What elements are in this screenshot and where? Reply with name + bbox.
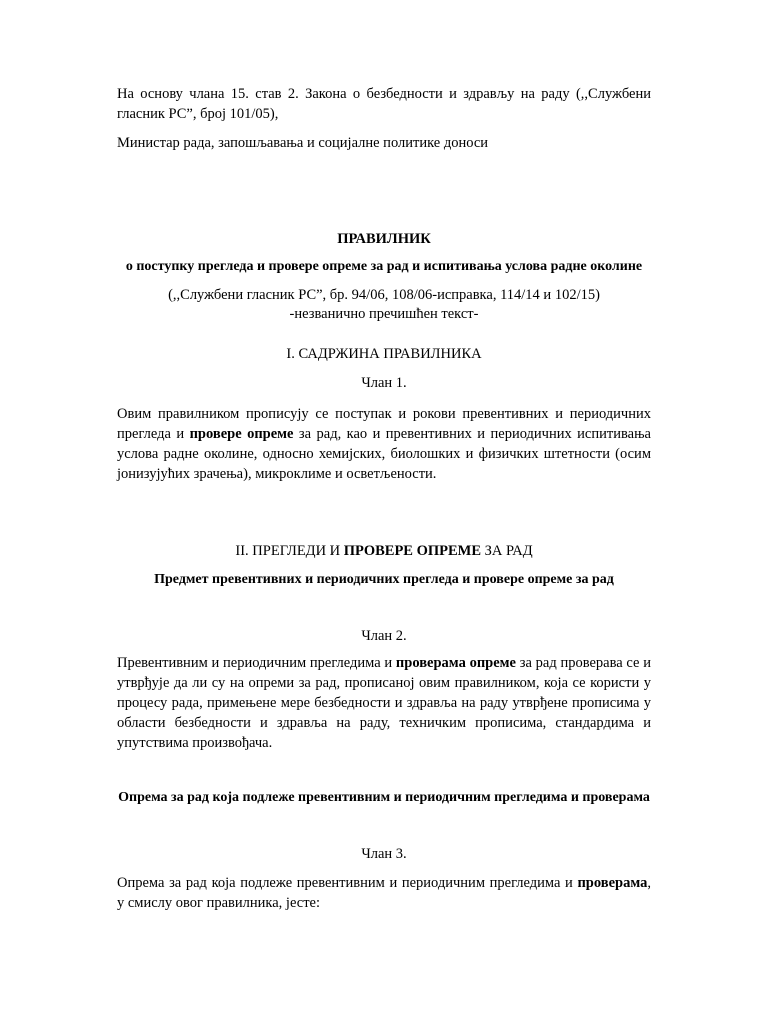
article-2-text [117, 653, 651, 753]
gazette-reference: (,,Службени гласник РС”, бр. 94/06, 108/06-исправка, 114/14 и 102/15) [168, 287, 600, 303]
article-1-label: Члан 1. [361, 375, 407, 391]
section-2-subject: Предмет превентивних и периодичних прегледа и провере опреме за рад [154, 572, 614, 587]
document-title: ПРАВИЛНИК [337, 231, 431, 247]
article-1-text-part-b: за рад, као и превентивних и периодичних испитивања услова радне околине, односно хемијских, биолошких и физичких штетности (осим јонизујућих зрачења), микроклиме и осветљености. [117, 426, 651, 482]
article-3-subject: Опрема за рад која подлеже превентивним и периодичним прегледима и проверама [118, 790, 650, 805]
article-3-text-bold: проверама [577, 875, 648, 891]
article-1-text-part-a: Овим правилником прописују се поступак и рокови превентивних и периодичних прегледа и [117, 406, 651, 442]
document-subtitle: о поступку прегледа и провере опреме за рад и испитивања услова радне околине [125, 259, 643, 274]
section-2-heading-bold: ПРОВЕРЕ ОПРЕМЕ [343, 543, 482, 559]
section-1-heading: I. САДРЖИНА ПРАВИЛНИКА [286, 346, 482, 362]
section-2-heading-part-b: ЗА РАД [481, 543, 533, 559]
article-2-text-part-a: Превентивним и периодичним прегледима и [117, 655, 396, 671]
article-3-text-part-a: Опрема за рад која подлеже превентивним и периодичним прегледима и [117, 875, 578, 891]
document-page [117, 84, 651, 913]
section-2-heading [117, 541, 651, 561]
article-3-label: Члан 3. [361, 846, 407, 862]
article-2-text-part-b: за рад проверава се и утврђује да ли су на опреми за рад, прописаној овим правилником, која се користи у процесу рада, примењене мере безбедности и здравља на раду утврђене прописима у области безбедности и здравља на раду, техничким прописима, стандардима и упутствима произвођача. [117, 655, 651, 751]
unofficial-text-note: -незванично пречишћен текст- [289, 306, 479, 322]
article-2-text-bold: проверама опреме [395, 655, 516, 671]
preamble-minister: Министар рада, запошљавања и социјалне политике доноси [117, 135, 489, 151]
article-1-text-bold: провере опреме [189, 426, 294, 442]
article-3-text [117, 873, 651, 913]
article-1-text [117, 404, 651, 484]
article-3-text-part-b: , у смислу овог правилника, јесте: [117, 875, 651, 911]
preamble-legal-basis: На основу члана 15. став 2. Закона о безбедности и здрављу на раду (,,Службени гласник РС”, број 101/05), [117, 86, 651, 122]
article-2-label: Члан 2. [361, 628, 407, 644]
section-2-heading-part-a: II. ПРЕГЛЕДИ И [235, 543, 344, 559]
